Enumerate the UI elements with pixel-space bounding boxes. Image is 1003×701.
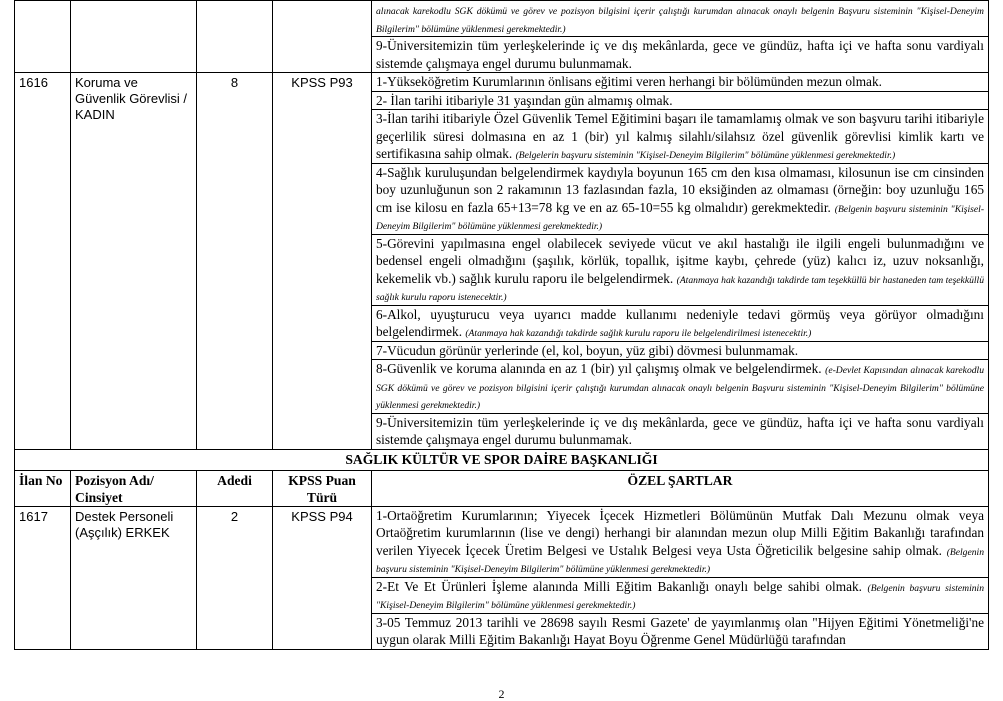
requirement-note: (Atanmaya hak kazandığı takdirde tam teşekküllü bir hastaneden tam teşekküllü sağlık kurulu raporu istenecektir.) xyxy=(376,274,985,303)
requirement-item: 1-Yükseköğretim Kurumlarının önlisans eğitimi veren herhangi bir bölümünden mezun olmak. xyxy=(372,73,988,92)
requirement-item: 7-Vücudun görünür yerlerinde (el, kol, boyun, yüz gibi) dövmesi bulunmamak. xyxy=(372,342,988,361)
requirement-item: 8-Güvenlik ve koruma alanında en az 1 (bir) yıl çalışmış olmak ve belgelendirmek. (e-Devlet Kapısından alınacak karekodlu SGK dökümü ve görev ve pozisyon bilgisini içerir çalıştığı kurumdan alınacak onaylı belgenin Başvuru sisteminin "Kişisel-Deneyim Bilgilerim" bölümüne yüklenmesi gerekmektedir.) xyxy=(372,360,988,414)
table-row-1616 xyxy=(15,73,989,450)
requirement-note: (Belgenin başvuru sisteminin "Kişisel-Deneyim Bilgilerim" bölümüne yüklenmesi gerekmektedir.) xyxy=(376,582,984,611)
position-count: 2 xyxy=(197,506,273,649)
kpss-type: KPSS P93 xyxy=(273,73,372,450)
table-row-1617 xyxy=(15,506,989,649)
requirement-item: 9-Üniversitemizin tüm yerleşkelerinde iç ve dış mekânlarda, gece ve gündüz, hafta içi ve hafta sonu vardiyalı sistemde çalışmaya engel durumu bulunmamak. xyxy=(376,414,984,447)
ilan-no: 1616 xyxy=(15,73,71,450)
header-count: Adedi xyxy=(197,470,273,506)
section-title: SAĞLIK KÜLTÜR VE SPOR DAİRE BAŞKANLIĞI xyxy=(15,449,989,470)
requirement-note: (Belgenin başvuru sisteminin "Kişisel-Deneyim Bilgilerim" bölümüne yüklenmesi gerekmektedir.) xyxy=(376,546,984,575)
header-requirements: ÖZEL ŞARTLAR xyxy=(372,470,989,506)
header-row xyxy=(15,470,989,506)
header-position: Pozisyon Adı/ Cinsiyet xyxy=(71,470,197,506)
requirement-item: 5-Görevini yapılmasına engel olabilecek seviyede vücut ve akıl hastalığı ile ilgili engeli bulunmadığını ve bedensel engeli olmadığını (şaşılık, körlük, topallık, işitme kaybı, çehrede (yüz) kalıcı iz, uzuv noksanlığı, kekemelik vb.) sağlık kurulu raporu ile belgelendirmek. (Atanmaya hak kazandığı takdirde tam teşekküllü bir hastaneden tam teşekküllü sağlık kurulu raporu istenecektir.) xyxy=(372,235,988,306)
requirements-table xyxy=(14,0,989,650)
requirement-item: 2-Et Ve Et Ürünleri İşleme alanında Milli Eğitim Bakanlığı onaylı belge sahibi olmak. (Belgenin başvuru sisteminin "Kişisel-Deneyim Bilgilerim" bölümüne yüklenmesi gerekmektedir.) xyxy=(372,578,988,614)
requirement-note: (Belgelerin başvuru sisteminin "Kişisel-Deneyim Bilgilerim" bölümüne yüklenmesi gerekmektedir.) xyxy=(515,150,896,161)
kpss-type: KPSS P94 xyxy=(273,506,372,649)
position-name: Destek Personeli (Aşçılık) ERKEK xyxy=(71,506,197,649)
requirement-item: 3-İlan tarihi itibariyle Özel Güvenlik Temel Eğitimini başarı ile tamamlamış olmak ve son başvuru tarihi itibariyle geçerlilik süresi dolmasına en az 1 (bir) yıl kalmış silahlı/silahsız özel güvenlik görevlisi kimlik kartı ve sertifikasına sahip olmak. (Belgelerin başvuru sisteminin "Kişisel-Deneyim Bilgilerim" bölümüne yüklenmesi gerekmektedir.) xyxy=(372,110,988,164)
requirement-note: alınacak karekodlu SGK dökümü ve görev ve pozisyon bilgisini içerir çalıştığı kurumdan alınacak onaylı belgenin Başvuru sisteminin "Kişisel-Deneyim Bilgilerim" bölümüne yüklenmesi gerekmektedir.) xyxy=(376,6,984,35)
header-ilan-no: İlan No xyxy=(15,470,71,506)
section-row xyxy=(15,449,989,470)
requirement-item: 3-05 Temmuz 2013 tarihli ve 28698 sayılı Resmi Gazete' de yayımlanmış olan "Hijyen Eğitimi Yönetmeliği'ne uygun olarak Milli Eğitim Bakanlığı Hayat Boyu Öğrenme Genel Müdürlüğü tarafından xyxy=(376,614,984,647)
header-kpss: KPSS Puan Türü xyxy=(273,470,372,506)
requirement-text: 9-Üniversitemizin tüm yerleşkelerinde iç ve dış mekânlarda, gece ve gündüz, hafta içi ve hafta sonu vardiyalı sistemde çalışmaya engel durumu bulunmamak. xyxy=(376,38,984,71)
requirement-item: 1-Ortaöğretim Kurumlarının; Yiyecek İçecek Hizmetleri Bölümünün Mutfak Dalı Mezunu olmak veya Ortaöğretim kurumlarının (lise ve dengi) herhangi bir alanından mezun olup Milli Eğitim Bakanlığı tarafından verilen Yiyecek İçecek Üretim Belgesi ve Ustalık Belgesi veya Usta Öğreticilik belgesine sahip olmak. (Belgenin başvuru sisteminin "Kişisel-Deneyim Bilgilerim" bölümüne yüklenmesi gerekmektedir.) xyxy=(372,507,988,578)
requirement-note: (Belgenin başvuru sisteminin "Kişisel-Deneyim Bilgilerim" bölümüne yüklenmesi gerekmektedir.) xyxy=(376,203,985,232)
requirement-note: (e-Devlet Kapısından alınacak karekodlu SGK dökümü ve görev ve pozisyon bilgisini içerir çalıştığı kurumdan alınacak onaylı belgenin Başvuru sisteminin "Kişisel-Deneyim Bilgilerim" bölümüne yüklenmesi gerekmektedir.) xyxy=(376,365,984,411)
table-row-continued xyxy=(15,1,989,73)
requirement-note: (Atanmaya hak kazandığı takdirde sağlık kurulu raporu ile belgelendirilmesi istenecektir.) xyxy=(465,328,812,339)
requirement-item: 6-Alkol, uyuşturucu veya uyarıcı madde kullanımı nedeniyle tedavi görmüş veya görüyor olmadığını belgelendirmek. (Atanmaya hak kazandığı takdirde sağlık kurulu raporu ile belgelendirilmesi istenecektir.) xyxy=(372,306,988,342)
page-number: 2 xyxy=(498,687,505,701)
requirement-item: 2- İlan tarihi itibariyle 31 yaşından gün almamış olmak. xyxy=(372,92,988,111)
ilan-no: 1617 xyxy=(15,506,71,649)
position-name: Koruma ve Güvenlik Görevlisi / KADIN xyxy=(71,73,197,450)
position-count: 8 xyxy=(197,73,273,450)
requirement-item: 4-Sağlık kuruluşundan belgelendirmek kaydıyla boyunun 165 cm den kısa olmaması, kilosunun ise cm cinsinden boy uzunluğunun son 2 rakamının 13 fazlasından fazla, 10 eksiğinden az olmaması (örneğin: boy uzunluğu 165 cm ise kilosu en fazla 65+13=78 kg ve en az 65-10=55 kg olmalıdır) gerekmektedir. (Belgenin başvuru sisteminin "Kişisel-Deneyim Bilgilerim" bölümüne yüklenmesi gerekmektedir.) xyxy=(372,164,988,235)
